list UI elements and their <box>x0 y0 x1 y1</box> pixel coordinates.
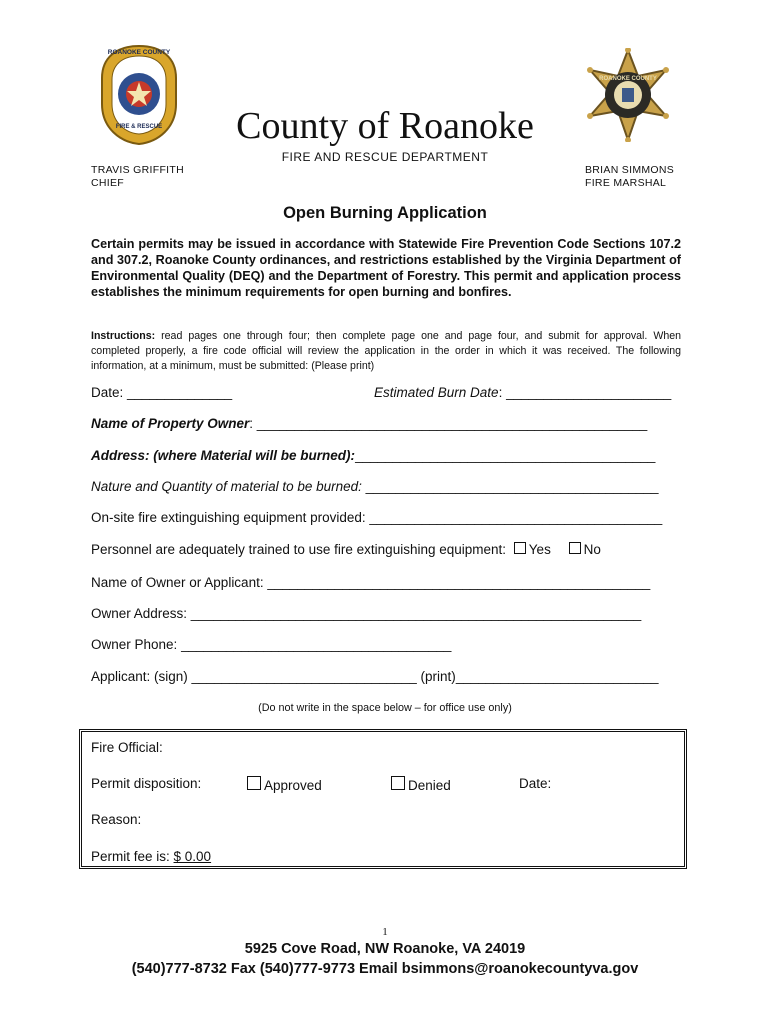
footer-address: 5925 Cove Road, NW Roanoke, VA 24019 <box>244 941 526 957</box>
chief-block <box>91 164 184 190</box>
yes-option[interactable] <box>514 542 551 557</box>
applicant-signature-field[interactable] <box>91 669 659 684</box>
permit-fee <box>91 849 211 864</box>
burn-address-field[interactable] <box>91 448 655 463</box>
form-heading: Open Burning Application <box>283 204 487 222</box>
owner-address-label: Owner Address: <box>91 606 191 621</box>
footer-contact: (540)777-8732 Fax (540)777-9773 Email bsimmons@roanokecountyva.gov <box>131 961 639 977</box>
denied-label: Denied <box>408 778 451 793</box>
left-logo-text-top: ROANOKE COUNTY <box>107 49 171 56</box>
date-label: Date: ______________ <box>91 385 233 400</box>
personnel-row <box>91 542 601 557</box>
instructions-paragraph <box>91 329 681 374</box>
burn-address-line: ________________________________________ <box>355 448 656 463</box>
owner-phone-line: ____________________________________ <box>181 637 452 652</box>
personnel-label: Personnel are adequately trained to use fire extinguishing equipment: <box>91 542 507 557</box>
material-label: Nature and Quantity of material to be burned: <box>91 479 366 494</box>
office-use-note: (Do not write in the space below – for office use only) <box>258 702 512 714</box>
burn-address-label: Address: (where Material will be burned): <box>91 448 356 463</box>
owner-phone-label: Owner Phone: <box>91 637 182 652</box>
date-field[interactable] <box>91 385 232 400</box>
approved-option[interactable] <box>247 776 322 793</box>
estimated-burn-date-field[interactable] <box>374 385 671 400</box>
no-label: No <box>583 542 601 557</box>
owner-phone-field[interactable] <box>91 637 451 652</box>
denied-option[interactable] <box>391 776 451 793</box>
owner-address-line: ____________________________________________________________ <box>190 606 642 621</box>
office-date-label: Date: <box>519 776 552 791</box>
estimated-burn-date-label: Estimated Burn Date <box>374 385 499 400</box>
marshal-block <box>585 164 674 190</box>
print-line: ___________________________ <box>455 669 659 684</box>
property-owner-label: Name of Property Owner <box>91 416 250 431</box>
material-field[interactable] <box>91 479 659 494</box>
permit-fee-value: $ 0.00 <box>173 849 212 864</box>
page-number: 1 <box>382 926 388 938</box>
right-logo-text: ROANOKE COUNTY <box>599 76 657 82</box>
approved-checkbox[interactable] <box>247 776 261 790</box>
applicant-name-field[interactable] <box>91 575 650 590</box>
equipment-field[interactable] <box>91 510 662 525</box>
marshal-title: FIRE MARSHAL <box>585 177 667 189</box>
sign-label: Applicant: (sign) <box>91 669 192 684</box>
marshal-name: BRIAN SIMMONS <box>585 164 675 176</box>
chief-name: TRAVIS GRIFFITH <box>91 164 184 176</box>
print-label: (print) <box>416 669 456 684</box>
instructions-text: read pages one through four; then complete page one and page four, and submit for approval. When completed properly, a fire code official will review the application in the order in which it was received. The following information, at a minimum, must be submitted: (Please print) <box>91 330 681 372</box>
property-owner-field[interactable] <box>91 416 647 431</box>
estimated-burn-date-line: : ______________________ <box>498 385 672 400</box>
owner-address-field[interactable] <box>91 606 641 621</box>
applicant-name-line: ___________________________________________________ <box>267 575 651 590</box>
no-checkbox[interactable] <box>569 542 581 554</box>
instructions-label: Instructions: <box>91 330 156 342</box>
office-use-box <box>79 729 687 869</box>
chief-title: CHIEF <box>91 177 124 189</box>
intro-paragraph: Certain permits may be issued in accordance with Statewide Fire Prevention Code Sections 107.2 and 307.2, Roanoke County ordinances, and restrictions established by the Virginia Department of Environmental Quality (DEQ) and the Department of Forestry. This permit and application process establishes the minimum requirements for open burning and bonfires. <box>91 237 681 299</box>
yes-label: Yes <box>528 542 551 557</box>
equipment-line: _______________________________________ <box>369 510 663 525</box>
no-option[interactable] <box>569 542 601 557</box>
fire-official-label: Fire Official: <box>91 740 163 755</box>
approved-label: Approved <box>264 778 322 793</box>
equipment-label: On-site fire extinguishing equipment provided: <box>91 510 370 525</box>
sign-line: ______________________________ <box>191 669 417 684</box>
applicant-name-label: Name of Owner or Applicant: <box>91 575 268 590</box>
denied-checkbox[interactable] <box>391 776 405 790</box>
material-line: _______________________________________ <box>365 479 659 494</box>
left-logo-text-bottom: FIRE & RESCUE <box>115 124 163 130</box>
reason-label: Reason: <box>91 812 142 827</box>
permit-disposition-label: Permit disposition: <box>91 776 202 791</box>
department-name: FIRE AND RESCUE DEPARTMENT <box>281 150 489 164</box>
permit-fee-label: Permit fee is: <box>91 849 174 864</box>
yes-checkbox[interactable] <box>514 542 526 554</box>
property-owner-line: : ____________________________________________________ <box>249 416 648 431</box>
county-title: County of Roanoke <box>236 105 534 147</box>
